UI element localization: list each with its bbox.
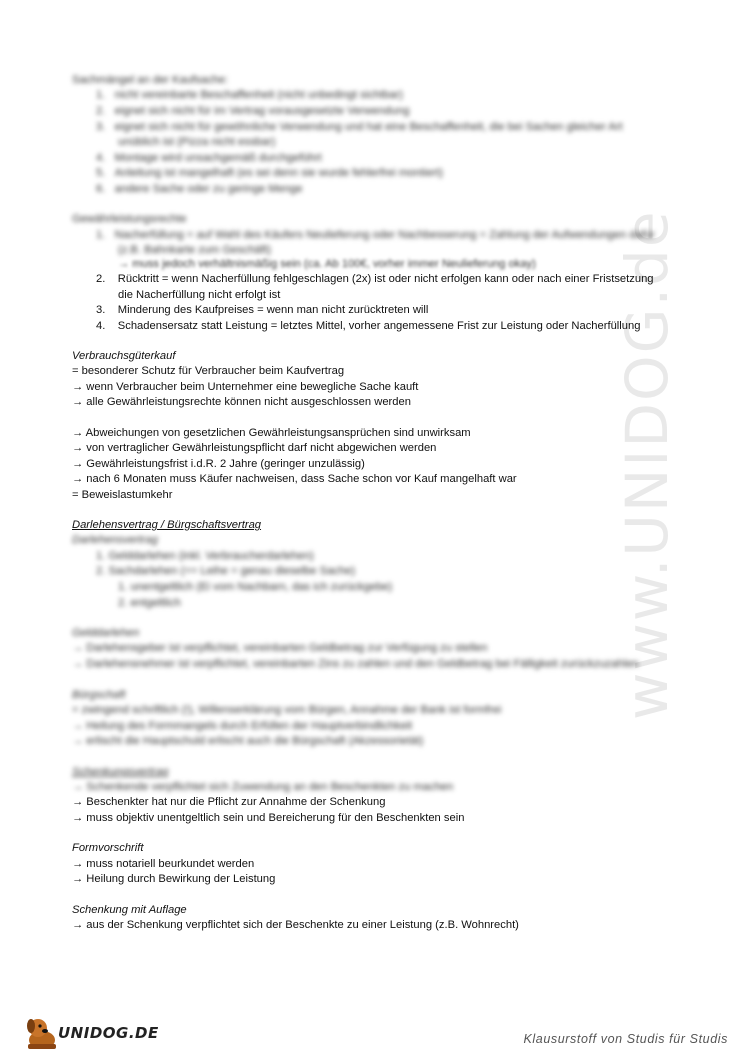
text-line: → alle Gewährleistungsrechte können nicht ausgeschlossen werden [72,396,411,408]
blurred-item: 1. Nacherfüllung = auf Wahl des Käufers Neulieferung oder Nachbesserung = Zahlung der Aufwendungen dafür [96,229,655,241]
blurred-text: → Darlehensnehmer ist verpflichtet, vereinbarten Zins zu zahlen und den Geldbetrag bei Fälligkeit zurückzuzahlen [72,658,639,670]
blurred-item: 6. andere Sache oder zu geringe Menge [96,183,303,195]
blurred-item: 2. eignet sich nicht für im Vertrag vorausgesetzte Verwendung [96,105,410,117]
blurred-text: Bürgschaft [72,689,126,701]
blurred-text: → erlischt die Hauptschuld erlischt auch die Bürgschaft (Akzessorietät) [72,735,424,747]
text-line: → Abweichungen von gesetzlichen Gewährleistungsansprüchen sind unwirksam [72,427,471,439]
blurred-heading: Gewährleistungsrechte [72,213,187,225]
blurred-text: 2. Sachdarlehen (== Leihe = genau dieselbe Sache) [96,565,356,577]
section-heading: Verbrauchsgüterkauf [72,350,176,362]
blurred-item: 5. Anleitung ist mangelhaft (es sei denn sie wurde fehlerfrei montiert) [96,167,443,179]
text-line: → aus der Schenkung verpflichtet sich der Beschenkte zu einer Leistung (z.B. Wohnrecht) [72,919,519,931]
watermark: www.UNIDOG.de [613,209,681,720]
unidog-logo [24,1014,159,1052]
logo-text: UNIDOG.DE [58,1024,159,1042]
text-line: → muss objektiv unentgeltlich sein und Bereicherung für den Beschenkten sein [72,812,465,824]
blurred-item: 1. nicht vereinbarte Beschaffenheit (nicht unbedingt sichtbar) [96,89,404,101]
section-heading: Formvorschrift [72,842,144,854]
section-heading: Darlehensvertrag / Bürgschaftsvertrag [72,519,262,531]
blurred-text: → Schenkende verpflichtet sich Zuwendung an den Beschenkten zu machen [72,781,454,793]
blurred-text: 1. unentgeltlich (Ei vom Nachbarn, das ich zurückgebe) [118,581,393,593]
text-line: → Heilung durch Bewirkung der Leistung [72,873,276,885]
blurred-text: Gelddarlehen [72,627,140,639]
blurred-item: 3. eignet sich nicht für gewöhnliche Verwendung und hat eine Beschaffenheit, die bei Sachen gleicher Art [96,121,623,133]
blurred-text: = zwingend schriftlich (!), Willenserklärung vom Bürgen, Annahme der Bank ist formfrei [72,704,502,716]
list-item: 2. Rücktritt = wenn Nacherfüllung fehlgeschlagen (2x) ist oder nicht erfolgen kann oder nach einer Fristsetzung [96,273,654,285]
list-item: 4. Schadensersatz statt Leistung = letztes Mittel, vorher angemessene Frist zur Leistung oder Nacherfüllung [96,320,641,332]
dog-icon [24,1014,60,1052]
list-item: 3. Minderung des Kaufpreises = wenn man nicht zurücktreten will [96,304,429,316]
blurred-text: 2. entgeltlich [118,597,181,609]
text-line: → muss notariell beurkundet werden [72,858,255,870]
section-heading: Schenkung mit Auflage [72,904,187,916]
text-line: → von vertraglicher Gewährleistungspflicht darf nicht abgewichen werden [72,442,437,454]
text-line: = Beweislastumkehr [72,489,173,501]
blurred-item: 4. Montage wird unsachgemäß durchgeführt [96,152,322,164]
blurred-item: unüblich ist (Pizza nicht essbar) [118,136,276,148]
text-line: → nach 6 Monaten muss Käufer nachweisen, dass Sache schon vor Kauf mangelhaft war [72,473,517,485]
blurred-text: Schenkungsvertrag [72,766,169,778]
footer-tagline: Klausurstoff von Studis für Studis [523,1032,728,1046]
text-line: → Gewährleistungsfrist i.d.R. 2 Jahre (geringer unzulässig) [72,458,365,470]
blurred-text: → Darlehensgeber ist verpflichtet, vereinbarten Geldbetrag zur Verfügung zu stellen [72,642,488,654]
blurred-item: (z.B. Bahnkarte zum Geschäft) [118,244,271,256]
blurred-text: 1. Gelddarlehen (inkl. Verbraucherdarlehen) [96,550,314,562]
blurred-text: → Heilung des Formmangels durch Erfüllen der Hauptverbindlichkeit [72,720,413,732]
text-line: = besonderer Schutz für Verbraucher beim Kaufvertrag [72,365,345,377]
list-item-continuation: die Nacherfüllung nicht erfolgt ist [118,289,281,301]
text-line: → wenn Verbraucher beim Unternehmer eine bewegliche Sache kauft [72,381,419,393]
blurred-item: → muss jedoch verhältnismäßig sein (ca. Ab 100€, vorher immer Neulieferung okay) [118,258,536,270]
text-line: → Beschenkter hat nur die Pflicht zur Annahme der Schenkung [72,796,386,808]
blurred-text: Darlehensvertrag [72,534,158,546]
blurred-heading: Sachmängel an der Kaufsache: [72,74,229,86]
